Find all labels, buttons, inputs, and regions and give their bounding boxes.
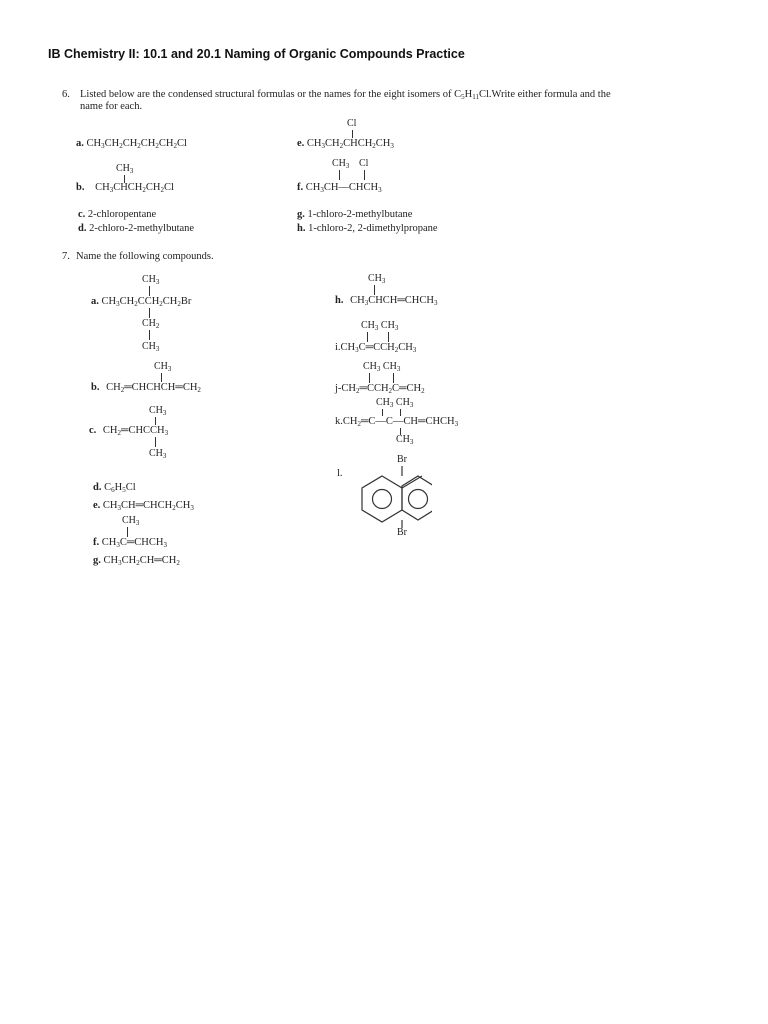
q7g-formula xyxy=(93,555,180,566)
q6b-main: $CH_3CHCH_2CH_2Cl$ xyxy=(95,182,174,194)
q6b-branch: $CH_3$ xyxy=(116,163,134,175)
q7a-label: a. xyxy=(91,296,99,307)
q6f-branch2: Cl xyxy=(359,158,369,169)
q6d-text: 2-chloro-2-methylbutane xyxy=(89,223,195,234)
q7j-main: $CH_2═CCH_2C═CH_2$ xyxy=(341,383,425,395)
q7c-top: $CH_3$ xyxy=(149,405,167,417)
q6a-label: a. xyxy=(76,138,84,149)
q7j-top: $CH_3$ $CH_3$ xyxy=(363,361,401,373)
q6e-main: $CH_3CH_2CHCH_2CH_3$ xyxy=(306,138,394,150)
q7a-bond-down2 xyxy=(149,330,150,340)
q7j-bond2 xyxy=(393,373,394,383)
q7b-formula xyxy=(91,382,201,393)
q6g-text: 1-chloro-2-methylbutane xyxy=(307,209,413,220)
q6d-item xyxy=(78,223,194,234)
q6c-item xyxy=(78,209,156,220)
q6f-branch1: $CH_3$ xyxy=(332,158,350,170)
q6-prompt-line1: Listed below are the condensed structural formulas or the names for the eight isomers of $C_5H_{11}Cl.Write$ either formula and the xyxy=(80,89,611,101)
q7a-down2: $CH_3$ xyxy=(142,341,160,353)
q7l-label: l. xyxy=(337,468,343,479)
q7b-main: $CH_2═CHCHCH═CH_2$ xyxy=(106,382,201,394)
q7c-bond-bottom xyxy=(155,437,156,447)
q7a-main: $CH_3CH_2CCH_2CH_2Br$ xyxy=(101,296,192,308)
q7i-formula xyxy=(335,342,416,353)
q7a-top: $CH_3$ xyxy=(142,274,160,286)
q7a-bond-down1 xyxy=(149,308,150,318)
page-title: IB Chemistry II: 10.1 and 20.1 Naming of Organic Compounds Practice xyxy=(48,47,465,61)
q7a-bond-top xyxy=(149,286,150,296)
q6h-item xyxy=(297,223,438,234)
q7g-label: g. xyxy=(93,555,101,566)
q6-prompt-line2: name for each. xyxy=(80,101,143,112)
q7d-label: d. xyxy=(93,482,102,493)
q7c-formula xyxy=(89,425,168,436)
q7h-top: $CH_3$ xyxy=(368,273,386,285)
q6g-item xyxy=(297,209,412,220)
q7-number: 7. xyxy=(62,251,70,262)
q7h-formula xyxy=(335,295,437,306)
q6a-formula xyxy=(76,138,187,149)
q7c-label: c. xyxy=(89,425,97,436)
q7e-label: e. xyxy=(93,500,101,511)
q7j-bond1 xyxy=(369,373,370,383)
q7i-bond1 xyxy=(367,332,368,342)
q6b-formula xyxy=(76,182,174,193)
q6e-label: e. xyxy=(297,138,305,149)
q7i-top: $CH_3$ $CH_3$ xyxy=(361,320,399,332)
q7c-bond-top xyxy=(155,417,156,425)
q6h-text: 1-chloro-2, 2-dimethylpropane xyxy=(308,223,438,234)
q7f-main: $CH_3C═CHCH_3$ xyxy=(101,537,167,549)
q7k-formula xyxy=(335,416,458,427)
q7c-main: $CH_2═CHCCH_3$ xyxy=(102,425,169,437)
q7k-bottom: $CH_3$ xyxy=(396,434,414,446)
q7k-bond1 xyxy=(382,409,383,416)
q7i-main: $CH_3C═CCH_2CH_3$ xyxy=(340,342,417,354)
q7k-top: $CH_3$ $CH_3$ xyxy=(376,397,414,409)
q7a-down1: $CH_2$ xyxy=(142,318,160,330)
q7h-label: h. xyxy=(335,295,344,306)
q7f-label: f. xyxy=(93,537,100,548)
q7b-label: b. xyxy=(91,382,100,393)
q6c-label: c. xyxy=(78,209,86,220)
q7b-bond xyxy=(161,373,162,382)
q7k-label: k. xyxy=(335,416,343,427)
q7f-top: $CH_3$ xyxy=(122,515,140,527)
q7b-top: $CH_3$ xyxy=(154,361,172,373)
q7h-bond xyxy=(374,285,375,295)
q7j-label: j- xyxy=(335,383,342,394)
q6e-branch: Cl xyxy=(347,118,357,129)
naphthalene-structure xyxy=(352,464,432,534)
q6f-bond1 xyxy=(339,170,340,180)
q7i-bond2 xyxy=(388,332,389,342)
q6d-label: d. xyxy=(78,223,87,234)
q7l-br-top: Br xyxy=(397,454,407,465)
q7c-bottom: $CH_3$ xyxy=(149,448,167,460)
q6b-label: b. xyxy=(76,182,85,193)
q7g-main: $CH_3CH_2CH═CH_2$ xyxy=(103,555,180,567)
q7k-bond2 xyxy=(400,409,401,416)
q6f-formula xyxy=(297,182,382,193)
q6e-bond xyxy=(352,130,353,138)
q6a-main: $CH_3CH_2CH_2CH_2CH_2Cl$ xyxy=(86,138,187,150)
q7h-main: $CH_3CHCH═CHCH_3$ xyxy=(350,295,438,307)
q6f-bond2 xyxy=(364,170,365,180)
q7l-br-bottom: Br xyxy=(397,527,407,538)
q6c-text: 2-chloropentane xyxy=(87,209,157,220)
q7d-main: $C_6H_5Cl$ xyxy=(104,482,136,494)
q6g-label: g. xyxy=(297,209,305,220)
q6e-formula xyxy=(297,138,394,149)
q7f-bond xyxy=(127,527,128,537)
q7e-formula xyxy=(93,500,194,511)
q7j-formula xyxy=(335,383,425,394)
q6f-main: $CH_3CH—CHCH_3$ xyxy=(305,182,382,194)
q7e-main: $CH_3CH═CHCH_2CH_3$ xyxy=(102,500,194,512)
q7i-label: i. xyxy=(335,342,341,353)
q7f-formula xyxy=(93,537,167,548)
q6h-label: h. xyxy=(297,223,306,234)
q7a-formula xyxy=(91,296,191,307)
q6-number: 6. xyxy=(62,89,70,100)
q7-prompt: Name the following compounds. xyxy=(76,251,214,262)
q7d-formula xyxy=(93,482,136,493)
q7k-main: $CH_2═C—C—CH═CHCH_3$ xyxy=(342,416,459,428)
q6f-label: f. xyxy=(297,182,304,193)
